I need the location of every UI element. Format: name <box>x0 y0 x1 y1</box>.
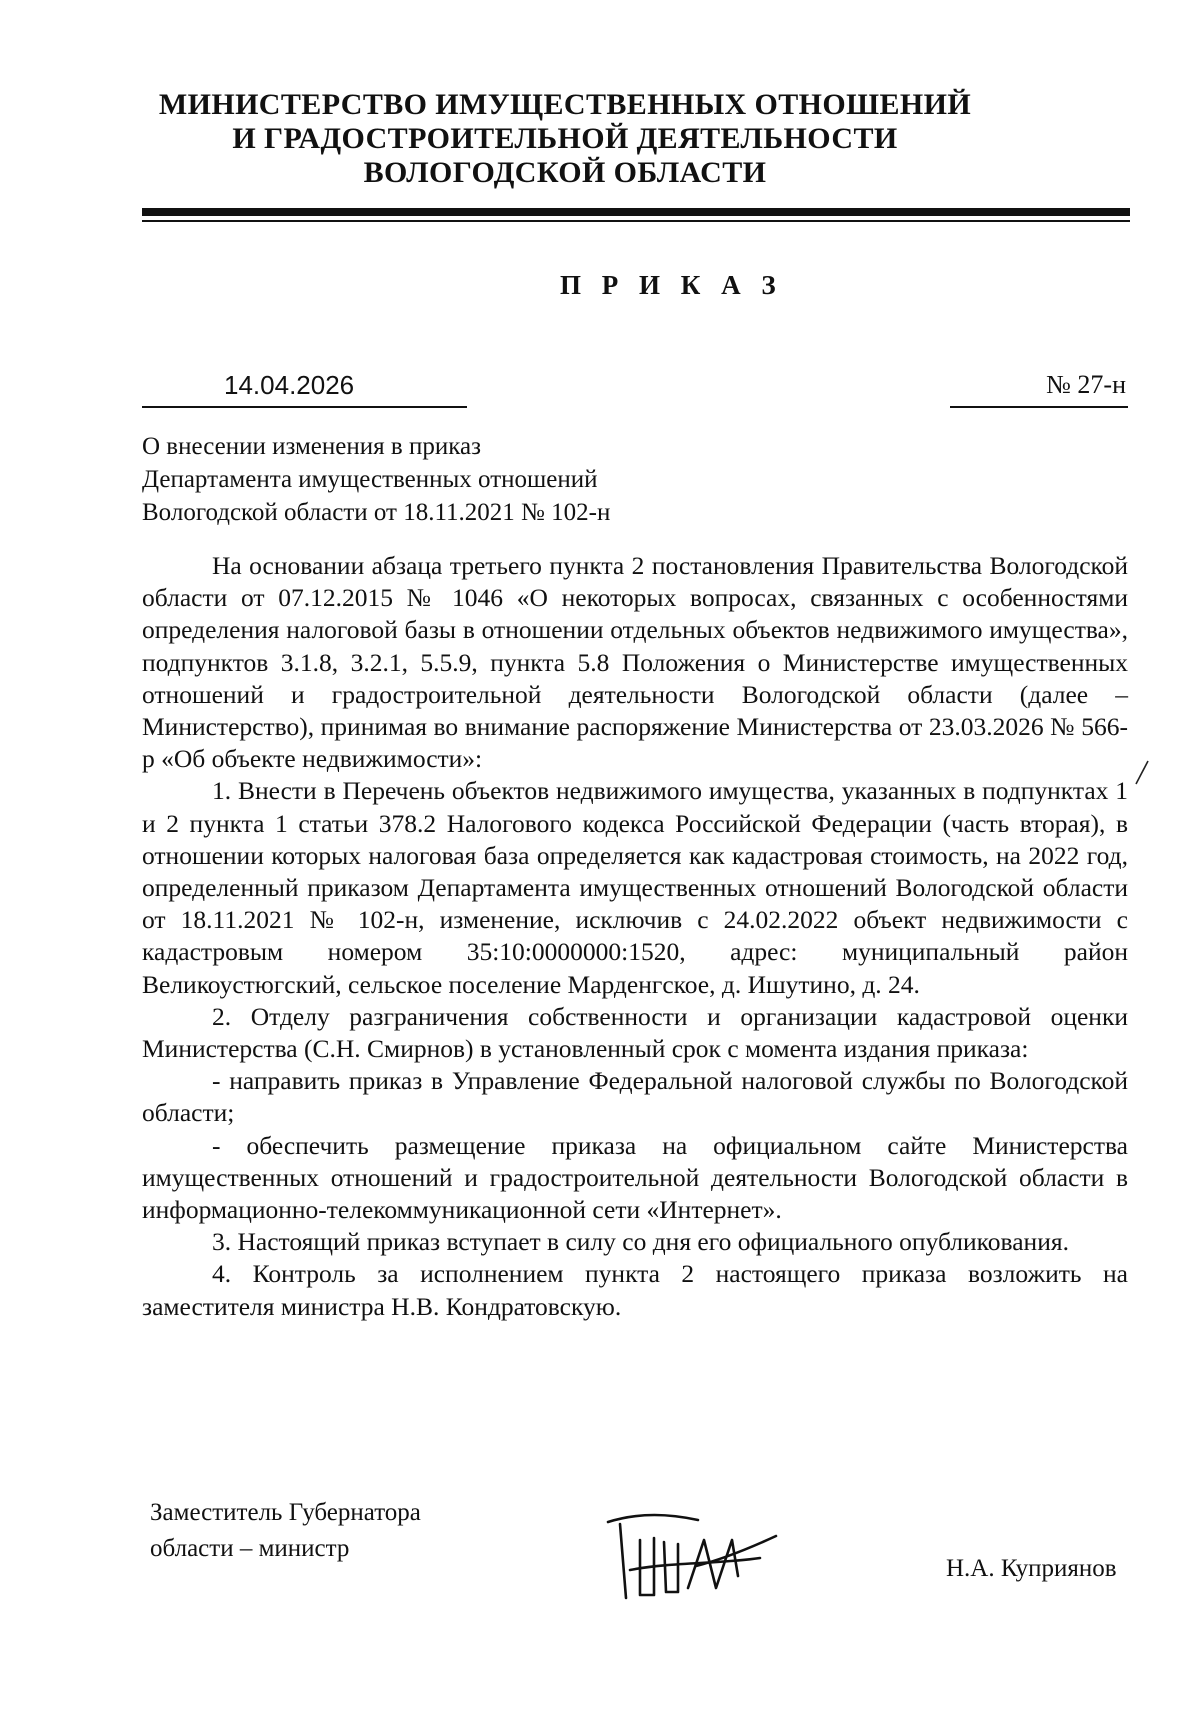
body-paragraph-item-2: 2. Отделу разграничения собственности и организации кадастровой оценки Министерства (С.Н. Смирнов) в установленный срок с момента издания приказа: <box>142 1001 1128 1064</box>
body-paragraph-item-2-bullet-2: - обеспечить размещение приказа на официальном сайте Министерства имущественных отношений и градостроительной деятельности Вологодской области в информационно-телекоммуникационной сети «Интернет». <box>142 1130 1128 1225</box>
subject-line-1: О внесении изменения в приказ <box>142 433 481 460</box>
document-number: № 27-н <box>1046 370 1126 399</box>
handwritten-signature <box>600 1500 780 1610</box>
subject-line-3: Вологодской области от 18.11.2021 № 102-н <box>142 499 611 526</box>
signatory-position-line-1: Заместитель Губернатора <box>150 1499 421 1526</box>
number-field <box>950 370 1128 408</box>
document-body <box>142 550 1128 1323</box>
body-paragraph-item-2-bullet-1: - направить приказ в Управление Федеральной налоговой службы по Вологодской области; <box>142 1066 1128 1128</box>
ministry-header-line-3: ВОЛОГОДСКОЙ ОБЛАСТИ <box>363 156 767 189</box>
body-paragraph-item-4: 4. Контроль за исполнением пункта 2 настоящего приказа возложить на заместителя министра Н.В. Кондратовскую. <box>142 1259 1128 1321</box>
body-paragraph-item-3: 3. Настоящий приказ вступает в силу со дня его официального опубликования. <box>212 1227 1069 1257</box>
ministry-header <box>140 88 990 190</box>
signatory-name: Н.А. Куприянов <box>946 1555 1117 1582</box>
subject-line-2: Департамента имущественных отношений <box>142 466 598 493</box>
header-rule-thin <box>142 220 1130 222</box>
date-field <box>142 370 467 408</box>
document-subject <box>142 430 782 529</box>
ministry-header-line-2: И ГРАДОСТРОИТЕЛЬНОЙ ДЕЯТЕЛЬНОСТИ <box>232 122 898 155</box>
header-rule-thick <box>142 208 1130 216</box>
document-type-title: П Р И К А З <box>560 270 783 300</box>
body-paragraph-preamble: На основании абзаца третьего пункта 2 постановления Правительства Вологодской области от 07.12.2015 № 1046 «О некоторых вопросах, связанных с особенностями определения налоговой базы в отношении отдельных объектов недвижимого имущества», подпунктов 3.1.8, 3.2.1, 5.5.9, пункта 5.8 Положения о Министерстве имущественных отношений и градостроительной деятельности Вологодской области (далее – Министерство), принимая во внимание распоряжение Министерства от 23.03.2026 № 566-р «Об объекте недвижимости»: <box>142 551 1128 774</box>
body-paragraph-item-1: 1. Внести в Перечень объектов недвижимого имущества, указанных в подпунктах 1 и 2 пункта 1 статьи 378.2 Налогового кодекса Российской Федерации (часть вторая), в отношении которых налоговая база определяется как кадастровая стоимость, на 2022 год, определенный приказом Департамента имущественных отношений Вологодской области от 18.11.2021 № 102-н, изменение, исключив с 24.02.2022 объект недвижимости с кадастровым номером 35:10:0000000:1520, адрес: муниципальный район Великоустюгский, сельское поселение Марденгское, д. Ишутино, д. 24. <box>142 776 1128 999</box>
margin-pen-mark <box>1132 758 1152 788</box>
signatory-position <box>150 1495 421 1567</box>
document-date: 14.04.2026 <box>224 370 355 400</box>
ministry-header-line-1: МИНИСТЕРСТВО ИМУЩЕСТВЕННЫХ ОТНОШЕНИЙ <box>158 88 972 121</box>
signatory-position-line-2: области – министр <box>150 1535 350 1562</box>
